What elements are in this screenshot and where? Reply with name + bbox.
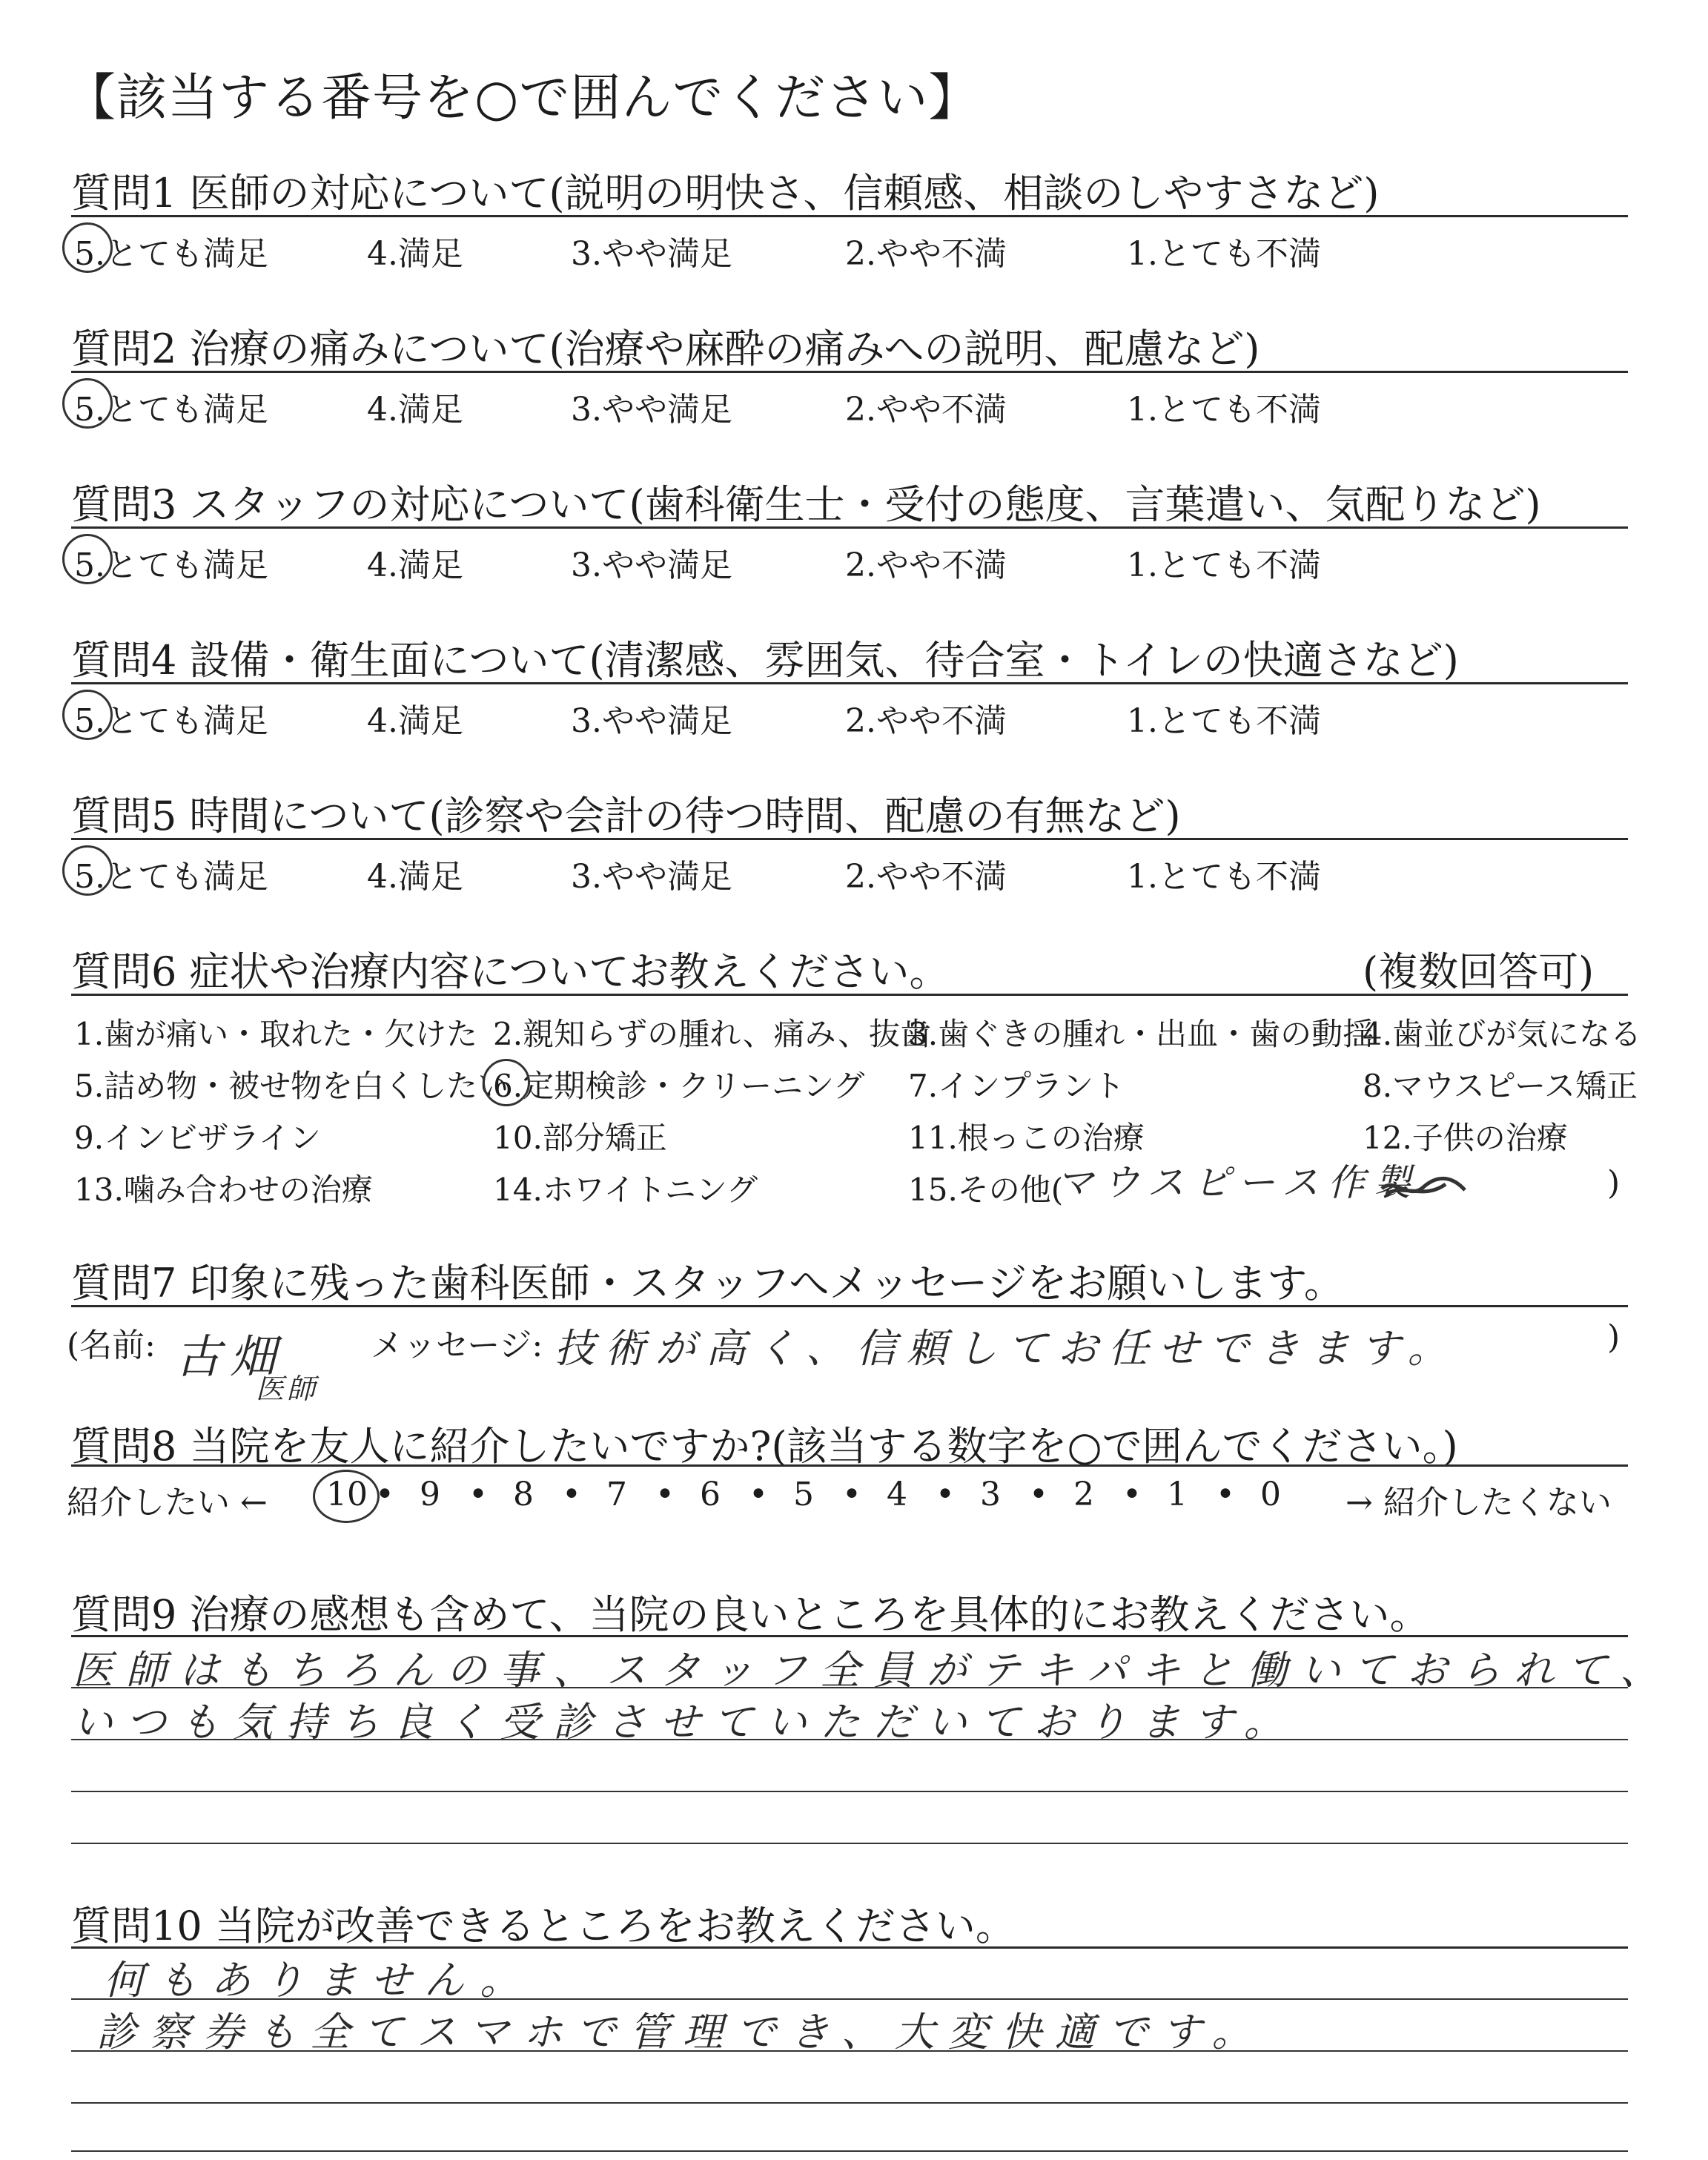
q6-option-4[interactable]: 4.歯並びが気になる xyxy=(1363,1016,1642,1052)
q5-rule xyxy=(71,838,1628,840)
q8-separator-dot: • xyxy=(842,1476,861,1513)
q8-scale-4[interactable]: 4 xyxy=(887,1476,907,1513)
q6-option-12[interactable]: 12.子供の治療 xyxy=(1363,1120,1568,1156)
q3-option-3[interactable]: 3.やや満足 xyxy=(571,546,732,584)
q1-option-4[interactable]: 4.満足 xyxy=(367,235,463,273)
q3-rule xyxy=(71,526,1628,529)
q4-option-1[interactable]: 1.とても不満 xyxy=(1127,702,1321,740)
q6-option-9[interactable]: 9.インビザライン xyxy=(74,1120,321,1156)
q8-separator-dot: • xyxy=(375,1476,394,1513)
q8-separator-dot: • xyxy=(562,1476,581,1513)
q2-option-3[interactable]: 3.やや満足 xyxy=(571,391,732,429)
q5-selection-circle xyxy=(62,845,113,896)
q5-title: 質問5 時間について(診察や会計の待つ時間、配慮の有無など) xyxy=(71,793,1181,839)
q8-left-label: 紹介したい ← xyxy=(67,1484,268,1522)
q4-option-3[interactable]: 3.やや満足 xyxy=(571,702,732,740)
q2-title: 質問2 治療の痛みについて(治療や麻酔の痛みへの説明、配慮など) xyxy=(71,326,1260,372)
q4-title: 質問4 設備・衛生面について(清潔感、雰囲気、待合室・トイレの快適さなど) xyxy=(71,637,1459,684)
q6-option-2[interactable]: 2.親知らずの腫れ、痛み、抜歯 xyxy=(493,1016,932,1052)
q3-option-5[interactable]: 5.とても満足 xyxy=(74,546,268,584)
q5-option-2[interactable]: 2.やや不満 xyxy=(845,858,1007,896)
q8-title: 質問8 当院を友人に紹介したいですか?(該当する数字を○で囲んでください。) xyxy=(71,1423,1458,1470)
q8-separator-dot: • xyxy=(749,1476,768,1513)
q6-option-8[interactable]: 8.マウスピース矯正 xyxy=(1363,1068,1638,1104)
q3-option-2[interactable]: 2.やや不満 xyxy=(845,546,1007,584)
q6-option-11[interactable]: 11.根っこの治療 xyxy=(908,1120,1145,1156)
q6-option-1[interactable]: 1.歯が痛い・取れた・欠けた xyxy=(74,1016,478,1052)
q8-scale-7[interactable]: 7 xyxy=(606,1476,627,1513)
q1-title: 質問1 医師の対応について(説明の明快さ、信頼感、相談のしやすさなど) xyxy=(71,170,1380,217)
q10-line-4 xyxy=(71,2150,1628,2152)
q9-line-3 xyxy=(71,1791,1628,1792)
q1-option-3[interactable]: 3.やや満足 xyxy=(571,235,732,273)
q8-right-label: → 紹介したくない xyxy=(1345,1484,1612,1522)
q2-option-2[interactable]: 2.やや不満 xyxy=(845,391,1007,429)
q3-option-1[interactable]: 1.とても不満 xyxy=(1127,546,1321,584)
q8-separator-dot: • xyxy=(1029,1476,1048,1513)
q10-line-3 xyxy=(71,2102,1628,2104)
q2-option-5[interactable]: 5.とても満足 xyxy=(74,391,268,429)
q9-answer-line-1: 医師はもちろんの事、スタッフ全員がテキパキと働いておられて、 xyxy=(73,1647,1673,1694)
q6-option-10[interactable]: 10.部分矯正 xyxy=(493,1120,667,1156)
q8-scale-0[interactable]: 0 xyxy=(1260,1476,1281,1513)
q8-separator-dot: • xyxy=(1216,1476,1235,1513)
q6-option-13[interactable]: 13.噛み合わせの治療 xyxy=(74,1172,373,1208)
q9-line-4 xyxy=(71,1843,1628,1844)
q8-rule xyxy=(71,1464,1628,1467)
q4-option-2[interactable]: 2.やや不満 xyxy=(845,702,1007,740)
q6-option-5[interactable]: 5.詰め物・被せ物を白くしたい xyxy=(74,1068,509,1104)
q6-title: 質問6 症状や治療内容についてお教えください。 xyxy=(71,948,950,995)
q9-answer-line-2: いつも気持ち良く受診させていただいております。 xyxy=(73,1699,1297,1745)
q10-answer-line-2: 診察券も全てスマホで管理でき、大変快適です。 xyxy=(96,2009,1265,2055)
q6-other-text: マウスピース作製 xyxy=(1056,1161,1420,1204)
q3-title: 質問3 スタッフの対応について(歯科衛生士・受付の態度、言葉遣い、気配りなど) xyxy=(71,481,1541,528)
q1-option-5[interactable]: 5.とても満足 xyxy=(74,235,268,273)
q8-scale-1[interactable]: 1 xyxy=(1167,1476,1188,1513)
q4-rule xyxy=(71,682,1628,684)
q9-rule xyxy=(71,1635,1628,1637)
q7-message-label: メッセージ: xyxy=(371,1327,543,1364)
q6-option-15[interactable]: 15.その他( xyxy=(908,1172,1064,1208)
q8-separator-dot: • xyxy=(936,1476,955,1513)
q1-option-1[interactable]: 1.とても不満 xyxy=(1127,235,1321,273)
q2-option-1[interactable]: 1.とても不満 xyxy=(1127,391,1321,429)
q8-scale-6[interactable]: 6 xyxy=(700,1476,721,1513)
q7-name-title: 医師 xyxy=(256,1373,319,1405)
q6-rule xyxy=(71,994,1628,996)
q7-title: 質問7 印象に残った歯科医師・スタッフへメッセージをお願いします。 xyxy=(71,1260,1344,1307)
q4-option-5[interactable]: 5.とても満足 xyxy=(74,702,268,740)
q6-close-paren: ) xyxy=(1607,1164,1621,1202)
q1-rule xyxy=(71,215,1628,217)
q5-option-5[interactable]: 5.とても満足 xyxy=(74,858,268,896)
q5-option-4[interactable]: 4.満足 xyxy=(367,858,463,896)
q5-option-1[interactable]: 1.とても不満 xyxy=(1127,858,1321,896)
q1-selection-circle xyxy=(62,222,113,273)
q6-note: (複数回答可) xyxy=(1363,948,1595,995)
q6-option-6[interactable]: 6.定期検診・クリーニング xyxy=(493,1068,865,1104)
q6-option-14[interactable]: 14.ホワイトニング xyxy=(493,1172,758,1208)
q7-rule xyxy=(71,1305,1628,1307)
q8-separator-dot: • xyxy=(655,1476,675,1513)
q8-scale-9[interactable]: 9 xyxy=(420,1476,440,1513)
q6-other-scribble xyxy=(1379,1175,1468,1202)
q8-scale-5[interactable]: 5 xyxy=(793,1476,814,1513)
q1-option-2[interactable]: 2.やや不満 xyxy=(845,235,1007,273)
q8-separator-dot: • xyxy=(1122,1476,1142,1513)
q6-option-3[interactable]: 3.歯ぐきの腫れ・出血・歯の動揺 xyxy=(908,1016,1374,1052)
q6-selection-circle xyxy=(483,1059,530,1106)
q3-option-4[interactable]: 4.満足 xyxy=(367,546,463,584)
q8-scale-8[interactable]: 8 xyxy=(513,1476,534,1513)
q8-scale-3[interactable]: 3 xyxy=(980,1476,1001,1513)
q7-name-value: 古畑 xyxy=(175,1330,285,1384)
q2-option-4[interactable]: 4.満足 xyxy=(367,391,463,429)
q8-separator-dot: • xyxy=(469,1476,488,1513)
q3-selection-circle xyxy=(62,534,113,584)
q8-selection-circle xyxy=(313,1470,380,1523)
q7-close-paren: ) xyxy=(1607,1318,1621,1356)
q6-option-7[interactable]: 7.インプラント xyxy=(908,1068,1125,1104)
q4-selection-circle xyxy=(62,690,113,740)
q4-option-4[interactable]: 4.満足 xyxy=(367,702,463,740)
q2-selection-circle xyxy=(62,378,113,429)
q2-rule xyxy=(71,371,1628,373)
q10-answer-line-1: 何もありません。 xyxy=(104,1957,534,2004)
q8-scale-2[interactable]: 2 xyxy=(1073,1476,1094,1513)
q7-message-value: 技術が高く、信頼してお任せできます。 xyxy=(555,1325,1458,1372)
q9-title: 質問9 治療の感想も含めて、当院の良いところを具体的にお教えください。 xyxy=(71,1591,1430,1638)
page-title: 【該当する番号を○で囲んでください】 xyxy=(65,69,980,128)
q8-scale-10[interactable]: 10 xyxy=(326,1476,368,1513)
q10-title: 質問10 当院が改善できるところをお教えください。 xyxy=(71,1903,1016,1949)
q5-option-3[interactable]: 3.やや満足 xyxy=(571,858,732,896)
q7-name-label: (名前: xyxy=(67,1327,156,1364)
